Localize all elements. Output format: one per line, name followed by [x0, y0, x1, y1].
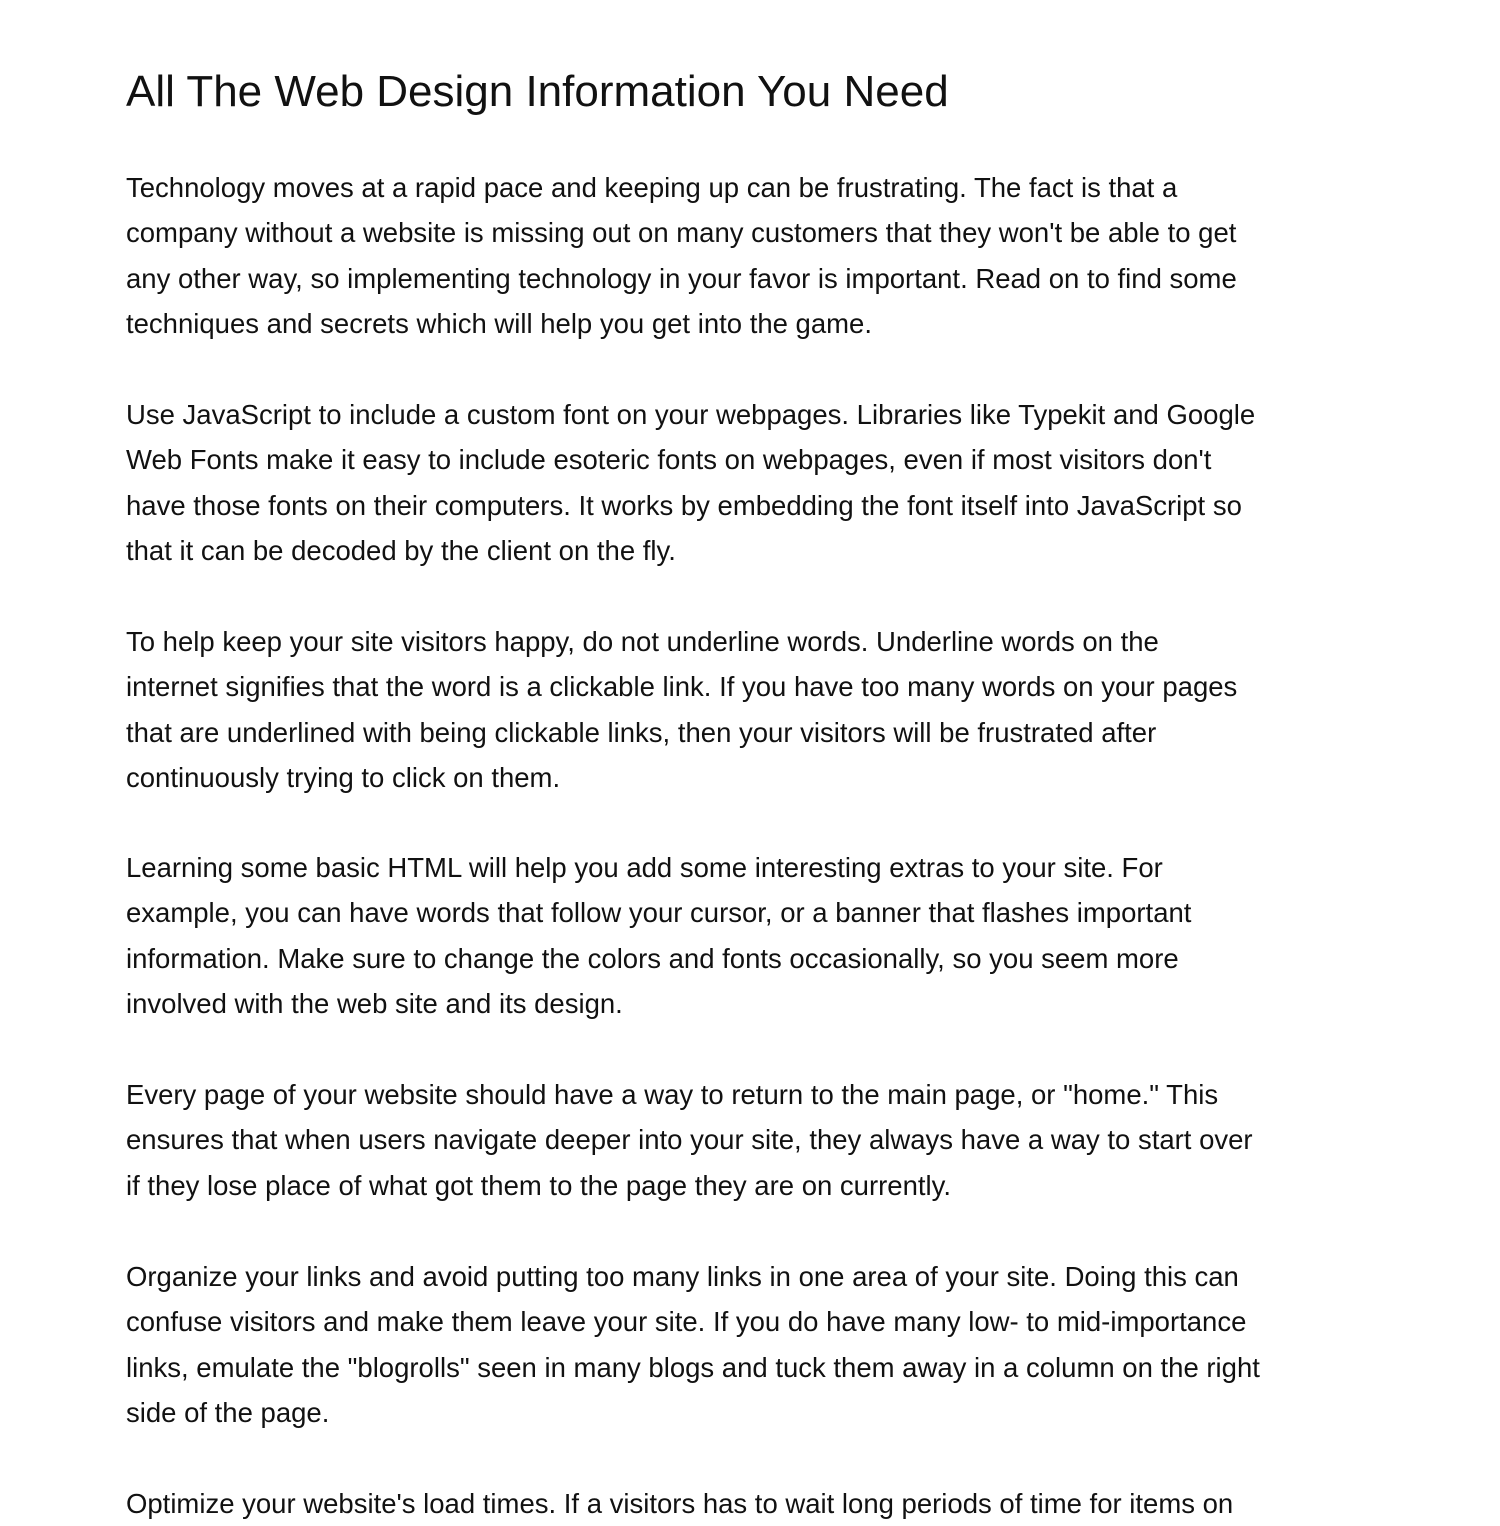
paragraph-underline-words	[126, 619, 1237, 801]
text-line: Use JavaScript to include a custom font on your webpages. Libraries like Typekit and Google	[126, 399, 1256, 430]
text-line: confuse visitors and make them leave your site. If you do have many low- to mid-importance	[126, 1306, 1247, 1338]
text-line: Organize your links and avoid putting too many links in one area of your site. Doing this can	[126, 1261, 1239, 1292]
text-line: information. Make sure to change the colors and fonts occasionally, so you seem more	[126, 942, 1179, 974]
text-line: any other way, so implementing technology in your favor is important. Read on to find some	[126, 262, 1237, 294]
text-line: Learning some basic HTML will help you add some interesting extras to your site. For	[126, 852, 1163, 883]
paragraph-load-times	[126, 1481, 1233, 1526]
text-line: Technology moves at a rapid pace and keeping up can be frustrating. The fact is that a	[126, 172, 1178, 203]
text-line: that it can be decoded by the client on the fly.	[126, 535, 676, 567]
text-line: that are underlined with being clickable links, then your visitors will be frustrated after	[126, 716, 1157, 748]
text-line: Every page of your website should have a way to return to the main page, or "home." This	[126, 1079, 1219, 1110]
document-title: All The Web Design Information You Need	[126, 67, 949, 116]
paragraph-organize-links	[126, 1254, 1260, 1436]
text-line: example, you can have words that follow your cursor, or a banner that flashes important	[126, 897, 1192, 929]
paragraph-return-home	[126, 1072, 1253, 1208]
text-line: links, emulate the "blogrolls" seen in many blogs and tuck them away in a column on the right	[126, 1351, 1260, 1383]
text-line: internet signifies that the word is a clickable link. If you have too many words on your pages	[126, 671, 1238, 703]
text-line: Web Fonts make it easy to include esoteric fonts on webpages, even if most visitors don't	[126, 444, 1212, 476]
paragraph-custom-fonts	[126, 392, 1255, 574]
text-line: To help keep your site visitors happy, do not underline words. Underline words on the	[126, 626, 1159, 657]
text-line: techniques and secrets which will help you get into the game.	[126, 308, 872, 340]
text-line: side of the page.	[126, 1397, 330, 1429]
paragraph-basic-html	[126, 845, 1191, 1027]
document-page	[126, 0, 1386, 1519]
paragraph-technology-pace	[126, 165, 1237, 347]
text-line: have those fonts on their computers. It works by embedding the font itself into JavaScript so	[126, 489, 1242, 521]
text-line: Optimize your website's load times. If a visitors has to wait long periods of time for items on	[126, 1488, 1234, 1519]
text-line: company without a website is missing out on many customers that they won't be able to get	[126, 217, 1237, 249]
text-line: involved with the web site and its design.	[126, 988, 623, 1020]
text-line: continuously trying to click on them.	[126, 762, 561, 794]
text-line: if they lose place of what got them to the page they are on currently.	[126, 1169, 951, 1201]
text-line: ensures that when users navigate deeper into your site, they always have a way to start over	[126, 1124, 1253, 1156]
